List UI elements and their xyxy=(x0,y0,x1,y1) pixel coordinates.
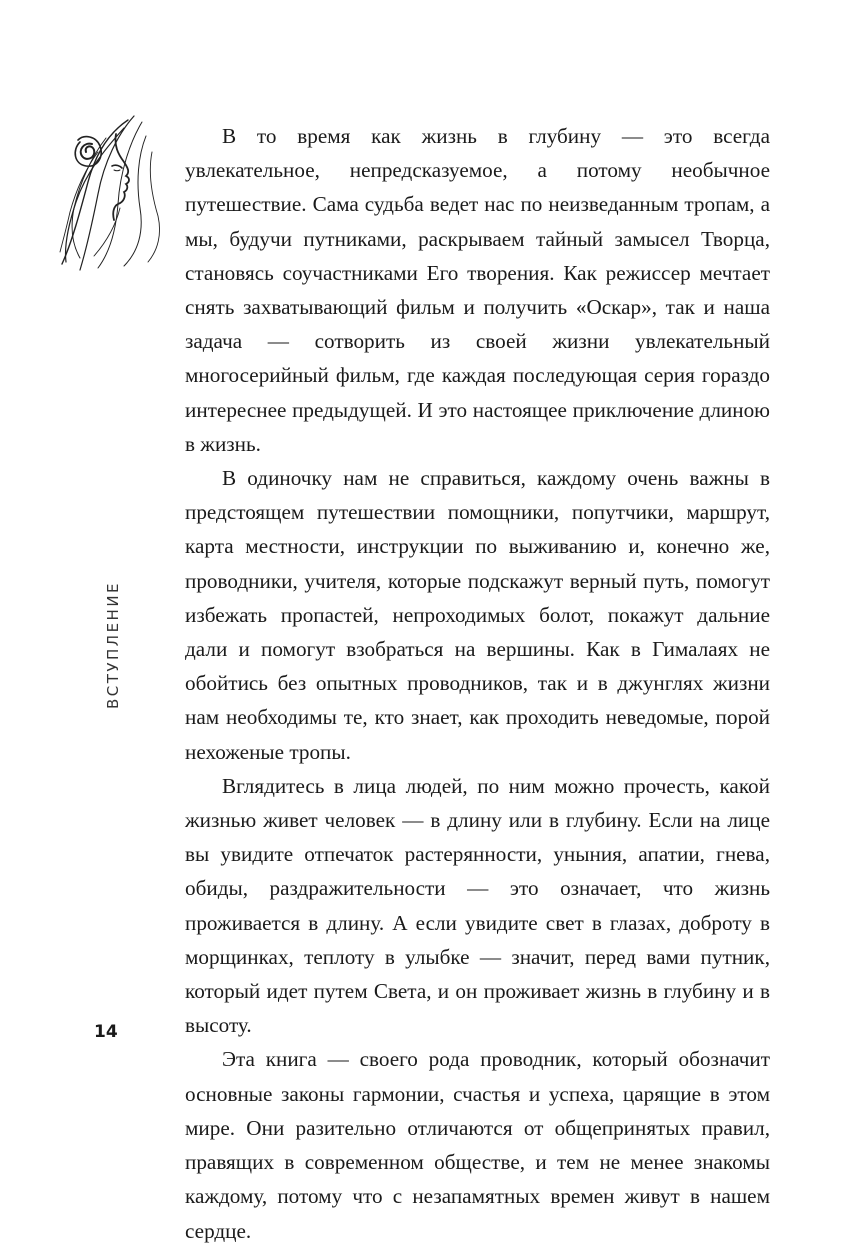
page-number: 14 xyxy=(94,1022,118,1042)
main-text xyxy=(185,119,770,1248)
woman-profile-ornament-icon xyxy=(58,112,168,272)
paragraph: Эта книга — своего рода проводник, который обозначит основные законы гармонии, счастья и успеха, царящие в этом мире. Они разительно отличаются от общепринятых правил, правящих в современном обществе, и тем не менее знакомы каждому, потому что с незапамятных времен живут в нашем сердце. xyxy=(185,1047,770,1243)
paragraph: Вглядитесь в лица людей, по ним можно прочесть, какой жизнью живет человек — в длину или в глубину. Если на лице вы увидите отпечаток растерянности, уныния, апатии, гнева, обиды, раздражительности — это означает, что жизнь проживается в длину. А если увидите свет в глазах, доброту в морщинках, теплоту в улыбке — значит, перед вами путник, который идет путем Света, и он проживает жизнь в глубину и в высоту. xyxy=(185,773,770,1038)
paragraph: В то время как жизнь в глубину — это всегда увлекательное, непредсказуемое, а потому необычное путешествие. Сама судьба ведет нас по неизведанным тропам, а мы, будучи путниками, раскрываем тайный замысел Творца, становясь соучастниками Его творения. Как режиссер мечтает снять захватывающий фильм и получить «Оскар», так и наша задача — сотворить из своей жизни увлекательный многосерийный фильм, где каждая последующая серия гораздо интереснее предыдущей. И это настоящее приключение длиною в жизнь. xyxy=(185,124,770,456)
paragraph: В одиночку нам не справиться, каждому очень важны в предстоящем путешествии помощники, попутчики, маршрут, карта местности, инструкции по выживанию и, конечно же, проводники, учителя, которые подскажут верный путь, помогут избежать пропастей, непроходимых болот, покажут дальние дали и помогут взобраться на вершины. Как в Гималаях не обойтись без опытных проводников, так и в джунглях жизни нам необходимы те, кто знает, как проходить неведомые, порой нехоженые тропы. xyxy=(185,466,770,764)
running-section-title: ВСТУПЛЕНИЕ xyxy=(104,580,122,710)
